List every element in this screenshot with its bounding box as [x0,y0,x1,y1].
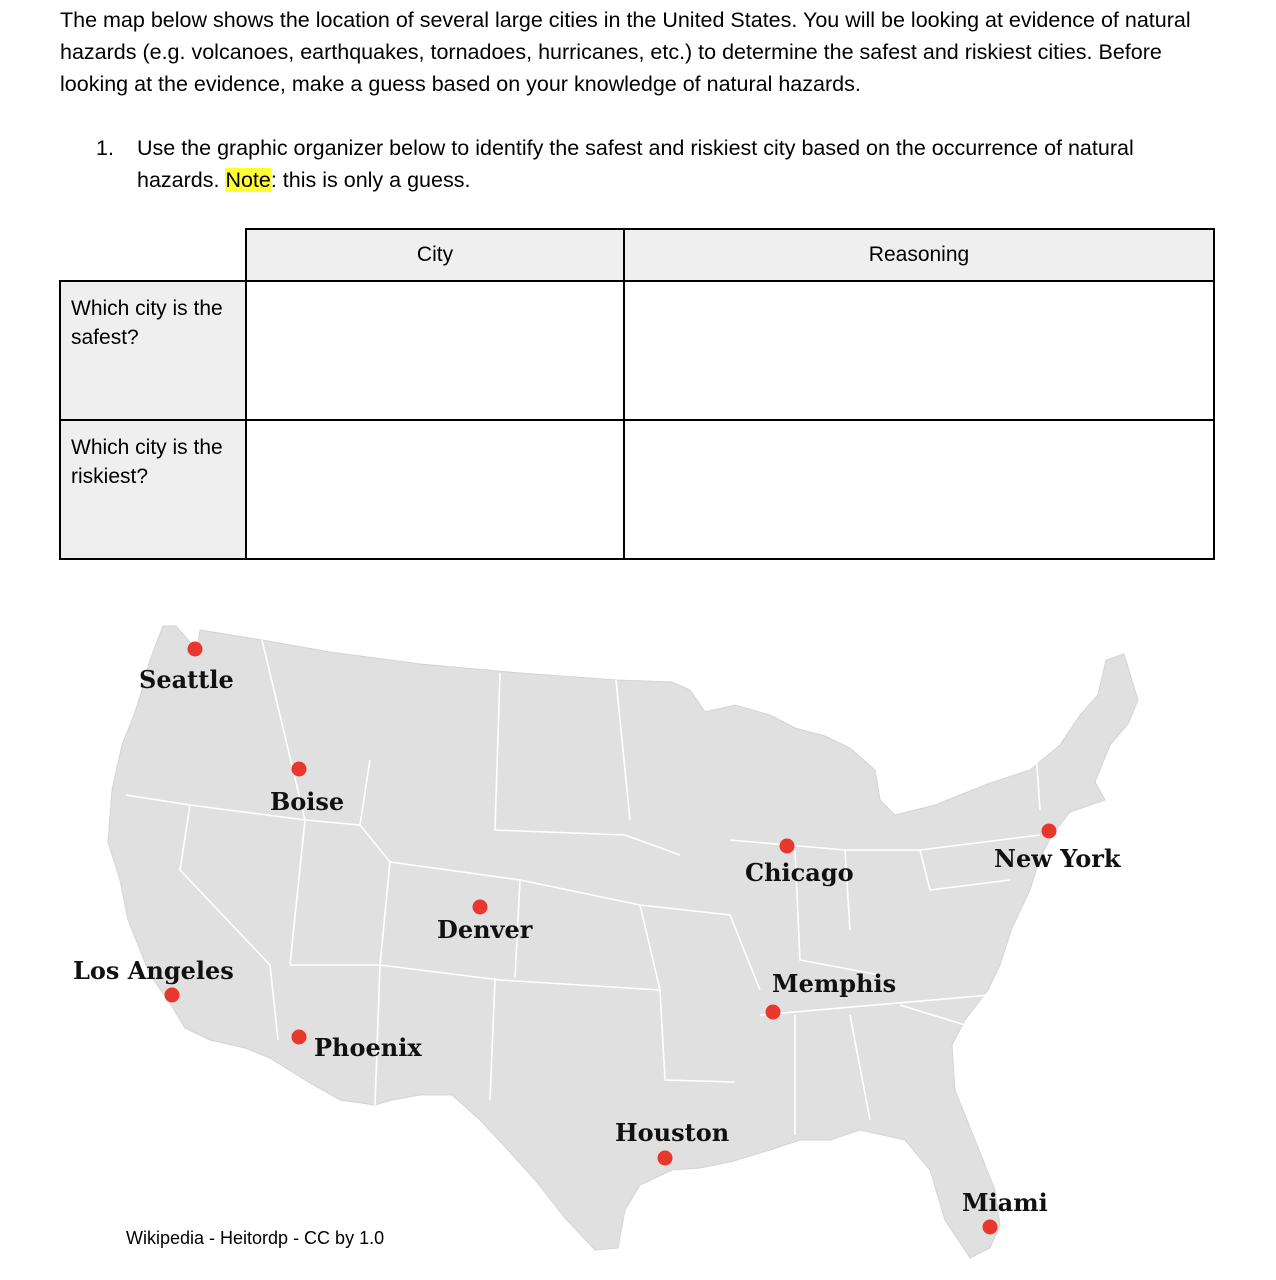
cell-safest-reasoning[interactable] [624,281,1214,420]
us-map [0,580,1276,1280]
question-text-note: : this is only a guess. [270,168,471,192]
us-land [108,626,1138,1258]
header-city: City [246,229,624,281]
marker-miami [983,1220,998,1235]
marker-houston [658,1151,673,1166]
city-label-memphis: Memphis [772,969,897,998]
marker-los-angeles [165,988,180,1003]
city-label-los-angeles: Los Angeles [73,956,234,985]
city-label-miami: Miami [962,1188,1048,1217]
city-label-seattle: Seattle [139,665,234,694]
question-text [137,132,1167,196]
row-riskiest [60,420,1214,559]
row-label-safest: Which city is the safest? [60,281,246,420]
header-row [60,229,1214,281]
cell-riskiest-reasoning[interactable] [624,420,1214,559]
city-label-new-york: New York [994,844,1121,873]
cell-riskiest-city[interactable] [246,420,624,559]
row-label-riskiest: Which city is the riskiest? [60,420,246,559]
city-label-chicago: Chicago [745,858,854,887]
note-highlight: Note [225,168,271,192]
marker-new-york [1042,824,1057,839]
row-safest [60,281,1214,420]
marker-denver [473,900,488,915]
marker-boise [292,762,307,777]
marker-chicago [780,839,795,854]
city-label-houston: Houston [615,1118,730,1147]
marker-memphis [766,1005,781,1020]
marker-seattle [188,642,203,657]
city-label-phoenix: Phoenix [314,1033,422,1062]
graphic-organizer-table [59,228,1215,560]
intro-paragraph: The map below shows the location of several large cities in the United States. You will be looking at evidence of natural hazards (e.g. volcanoes, earthquakes, tornadoes, hurricanes, etc.) to determine the safest and riskiest cities. Before looking at the evidence, make a guess based on your knowledge of natural hazards. [60,8,1191,96]
question-number: 1. [96,136,114,160]
corner-cell [60,229,246,281]
header-reasoning: Reasoning [624,229,1214,281]
marker-phoenix [292,1030,307,1045]
city-label-denver: Denver [437,915,533,944]
cell-safest-city[interactable] [246,281,624,420]
map-credit: Wikipedia - Heitordp - CC by 1.0 [126,1228,385,1248]
question-text-main: Use the graphic organizer below to identify the safest and riskiest city based on the occurrence of natural hazards. [137,136,1134,192]
city-label-boise: Boise [270,787,345,816]
